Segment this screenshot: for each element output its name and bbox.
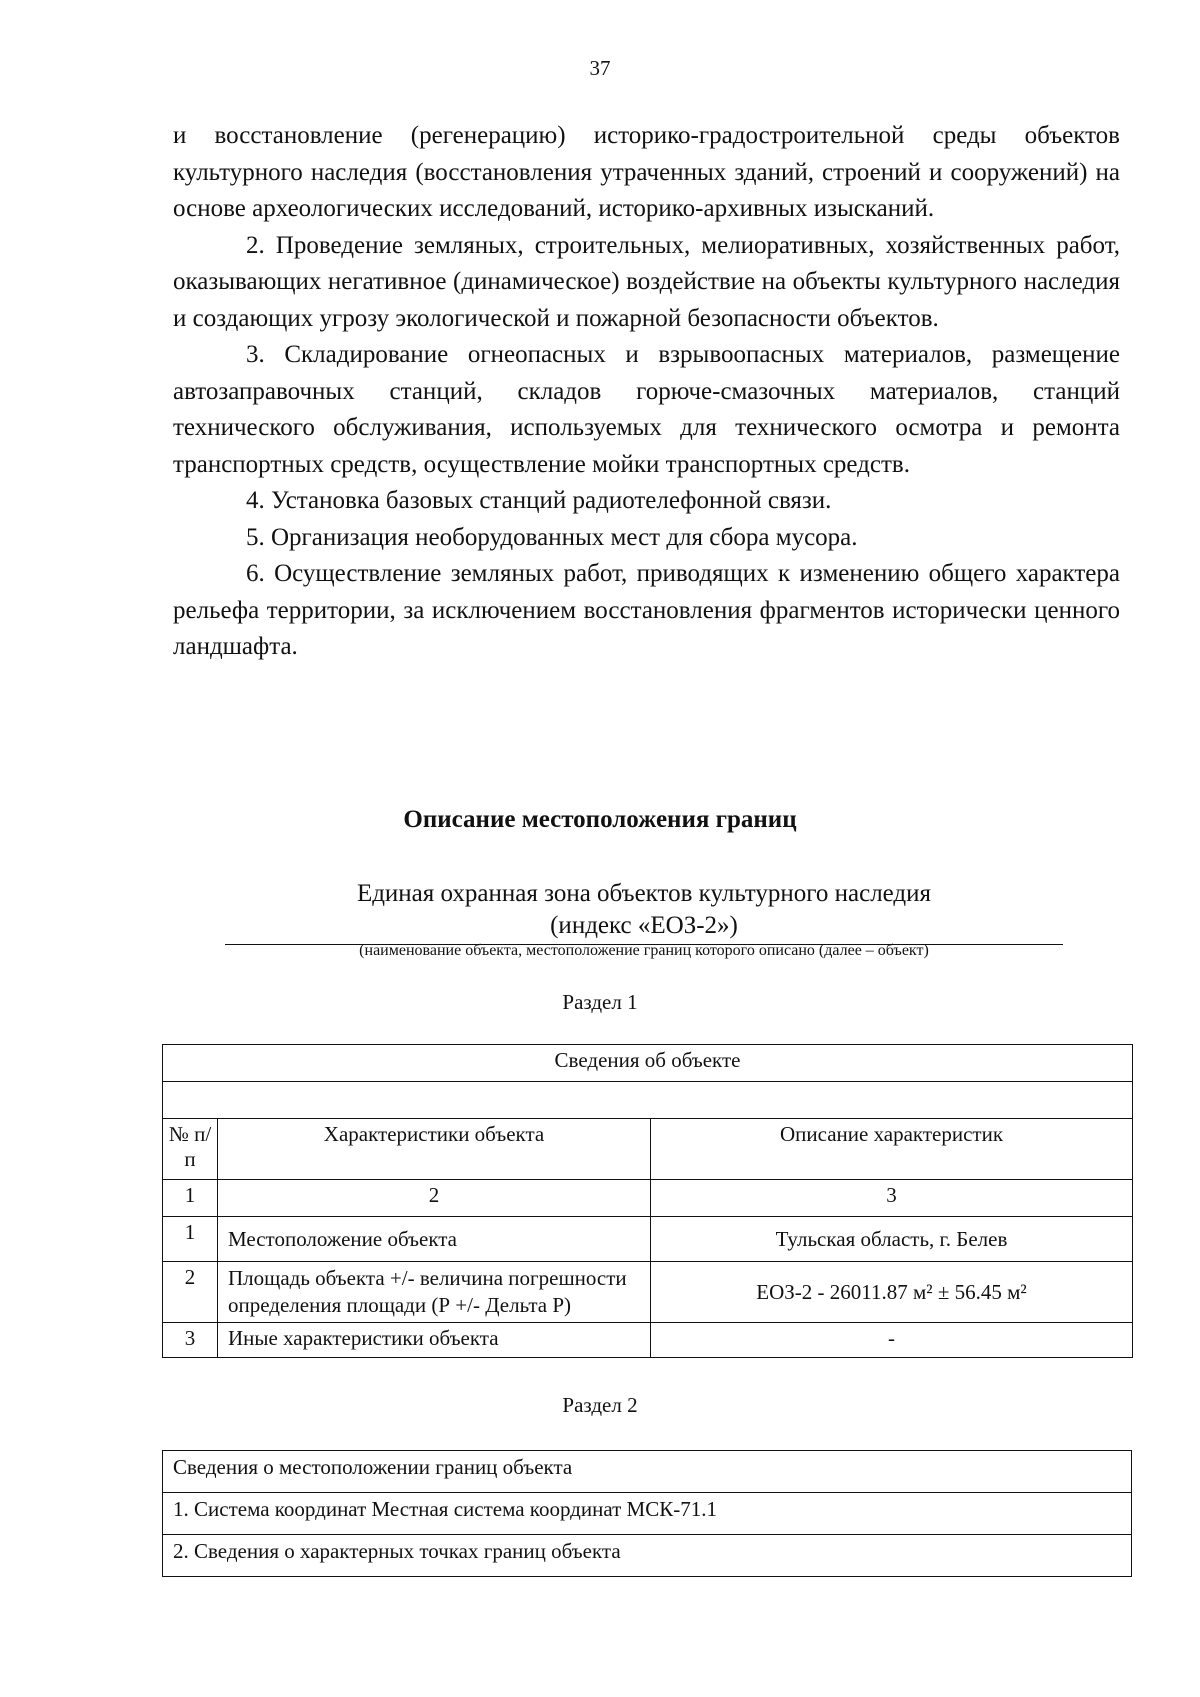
boundary-row: Сведения о местоположении границ объекта	[163, 1451, 1132, 1493]
object-info-table	[162, 1044, 1133, 1358]
row-characteristic: Иные характеристики объекта	[218, 1323, 651, 1358]
paragraph-item-2: 2. Проведение земляных, строительных, мелиоративных, хозяйственных работ, оказывающих негативное (динамическое) воздействие на объекты культурного наследия и создающих угрозу экологической и пожарной безопасности объектов.	[173, 231, 1120, 332]
table-row	[163, 1217, 1133, 1262]
row-description: Тульская область, г. Белев	[651, 1217, 1133, 1262]
index-cell: 2	[218, 1180, 651, 1217]
row-characteristic: Площадь объекта +/- величина погрешности определения площади (Р +/- Дельта Р)	[218, 1262, 651, 1323]
area-value: ЕОЗ-2 - 26011.87 м² ± 56.45 м²	[756, 1279, 1027, 1304]
table-row	[163, 1451, 1132, 1493]
table-row	[163, 1323, 1133, 1358]
table-header-row	[163, 1119, 1133, 1180]
header-num: № п/п	[163, 1119, 218, 1180]
object-name	[225, 878, 1063, 945]
paragraph-item-3: 3. Складирование огнеопасных и взрывоопасных материалов, размещение автозаправочных станций, складов горюче-смазочных материалов, станций технического обслуживания, используемых для технического осмотра и ремонта транспортных средств, осуществление мойки транспортных средств.	[173, 341, 1120, 478]
paragraph-continuation: и восстановление (регенерацию) историко-градостроительной среды объектов культурного наследия (восстановления утраченных зданий, строений и сооружений) на основе археологических исследований, историко-архивных изысканий.	[173, 122, 1120, 222]
index-cell: 1	[163, 1180, 218, 1217]
row-description	[651, 1262, 1133, 1323]
table-row	[163, 1535, 1132, 1577]
paragraph-item-4: 4. Установка базовых станций радиотелефонной связи.	[246, 487, 832, 514]
row-num: 1	[163, 1217, 218, 1262]
body-text	[173, 118, 1120, 666]
page-number: 37	[589, 56, 611, 80]
boundary-row: 2. Сведения о характерных точках границ объекта	[163, 1535, 1132, 1577]
row-characteristic: Местоположение объекта	[218, 1217, 651, 1262]
table-empty-row	[163, 1082, 1133, 1119]
object-caption: (наименование объекта, местоположение границ которого описано (далее – объект)	[359, 942, 929, 959]
object-name-line2: (индекс «ЕОЗ-2»)	[550, 912, 738, 939]
paragraph-item-6: 6. Осуществление земляных работ, приводящих к изменению общего характера рельефа территории, за исключением восстановления фрагментов исторически ценного ландшафта.	[173, 560, 1120, 660]
row-num: 3	[163, 1323, 218, 1358]
row-description: -	[651, 1323, 1133, 1358]
section-2-label: Раздел 2	[562, 1393, 638, 1417]
table-index-row	[163, 1180, 1133, 1217]
boundary-row: 1. Система координат Местная система координат МСК-71.1	[163, 1493, 1132, 1535]
table-row	[163, 1262, 1133, 1323]
table-row	[163, 1493, 1132, 1535]
index-cell: 3	[651, 1180, 1133, 1217]
row-num: 2	[163, 1262, 218, 1323]
section-heading: Описание местоположения границ	[403, 806, 797, 833]
table-title: Сведения об объекте	[163, 1045, 1133, 1082]
empty-cell	[163, 1082, 1133, 1119]
header-description: Описание характеристик	[651, 1119, 1133, 1180]
object-name-line1: Единая охранная зона объектов культурного наследия	[356, 880, 932, 907]
header-characteristics: Характеристики объекта	[218, 1119, 651, 1180]
table-title-row	[163, 1045, 1133, 1082]
section-1-label: Раздел 1	[562, 990, 638, 1014]
boundary-info-table	[162, 1450, 1132, 1577]
paragraph-item-5: 5. Организация необорудованных мест для сбора мусора.	[246, 523, 858, 551]
